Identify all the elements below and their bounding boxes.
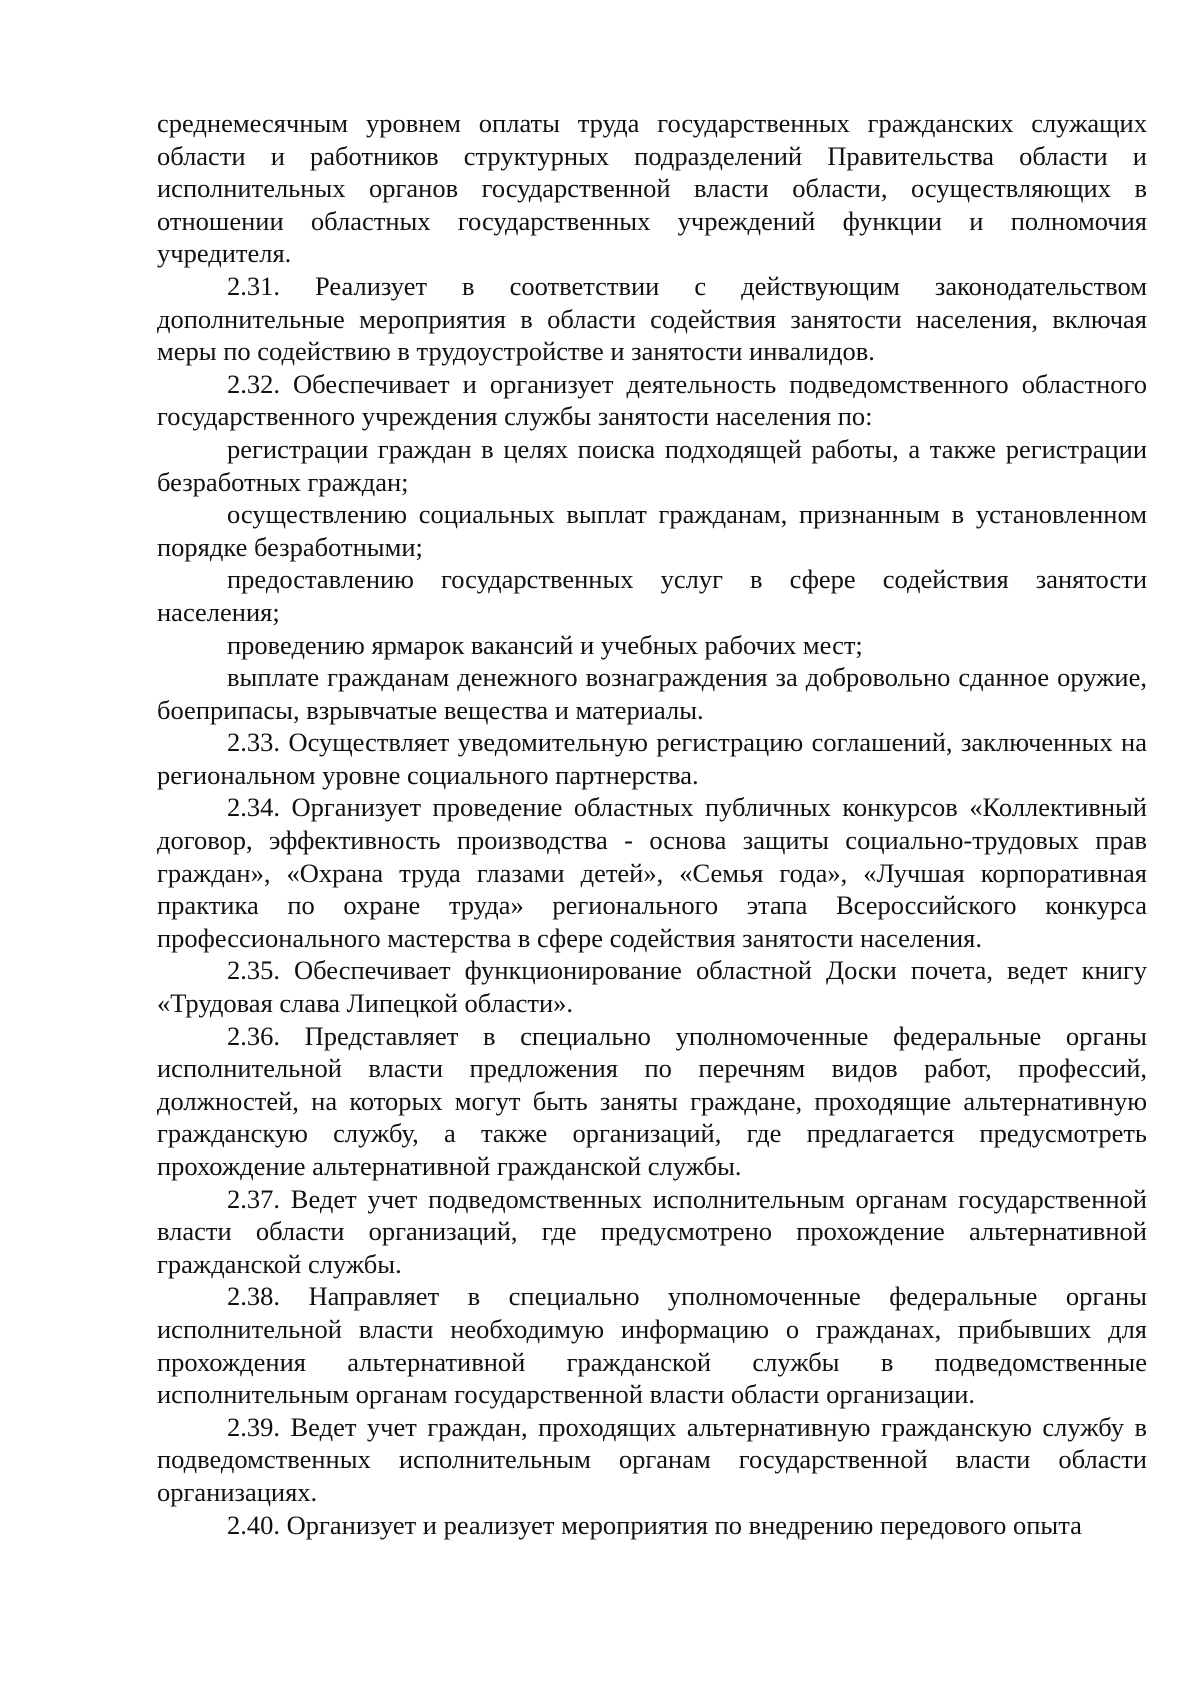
paragraph-2-37: 2.37. Ведет учет подведомственных исполнительным органам государственной власти области организаций, где предусмотрено прохождение альтернативной гражданской службы.: [157, 1183, 1147, 1279]
list-item-registration: регистрации граждан в целях поиска подходящей работы, а также регистрации безработных граждан;: [157, 433, 1147, 497]
paragraph-continuation: среднемесячным уровнем оплаты труда государственных гражданских служащих области и работников структурных подразделений Правительства области и исполнительных органов государственной власти области, осуществляющих в отношении областных государственных учреждений функции и полномочия учредителя.: [157, 108, 1147, 269]
list-item-state-services: предоставлению государственных услуг в сфере содействия занятости населения;: [157, 564, 1147, 627]
list-item-weapon-reward: выплате гражданам денежного вознаграждения за добровольно сданное оружие, боеприпасы, взрывчатые вещества и материалы.: [157, 662, 1147, 725]
paragraph-2-38: 2.38. Направляет в специально уполномоченные федеральные органы исполнительной власти необходимую информацию о гражданах, прибывших для прохождения альтернативной гражданской службы в подведомственные исполнительным органам государственной власти области организации.: [157, 1281, 1147, 1410]
document-page: [157, 107, 1147, 1541]
paragraph-2-39: 2.39. Ведет учет граждан, проходящих альтернативную гражданскую службу в подведомственных исполнительным органам государственной власти области организациях.: [157, 1411, 1147, 1507]
paragraph-2-40: 2.40. Организует и реализует мероприятия по внедрению передового опыта: [227, 1509, 1082, 1540]
list-item-social-payments: осуществлению социальных выплат гражданам, признанным в установленном порядке безработными;: [157, 499, 1147, 562]
paragraph-2-34: 2.34. Организует проведение областных публичных конкурсов «Коллективный договор, эффективность производства - основа защиты социально-трудовых прав граждан», «Охрана труда глазами детей», «Семья года», «Лучшая корпоративная практика по охране труда» регионального этапа Всероссийского конкурса профессионального мастерства в сфере содействия занятости населения.: [157, 792, 1147, 953]
list-item-job-fairs: проведению ярмарок вакансий и учебных рабочих мест;: [227, 629, 863, 660]
paragraph-2-31: 2.31. Реализует в соответствии с действующим законодательством дополнительные мероприятия в области содействия занятости населения, включая меры по содействию в трудоустройстве и занятости инвалидов.: [157, 270, 1147, 367]
paragraph-2-33: 2.33. Осуществляет уведомительную регистрацию соглашений, заключенных на региональном уровне социального партнерства.: [157, 727, 1147, 790]
paragraph-2-36: 2.36. Представляет в специально уполномоченные федеральные органы исполнительной власти предложения по перечням видов работ, профессий, должностей, на которых могут быть заняты граждане, проходящие альтернативную гражданскую службу, а также организаций, где предлагается предусмотреть прохождение альтернативной гражданской службы.: [157, 1020, 1147, 1181]
paragraph-2-32: 2.32. Обеспечивает и организует деятельность подведомственного областного государственного учреждения службы занятости населения по:: [157, 368, 1147, 432]
paragraph-2-35: 2.35. Обеспечивает функционирование областной Доски почета, ведет книгу «Трудовая слава Липецкой области».: [157, 955, 1147, 1019]
